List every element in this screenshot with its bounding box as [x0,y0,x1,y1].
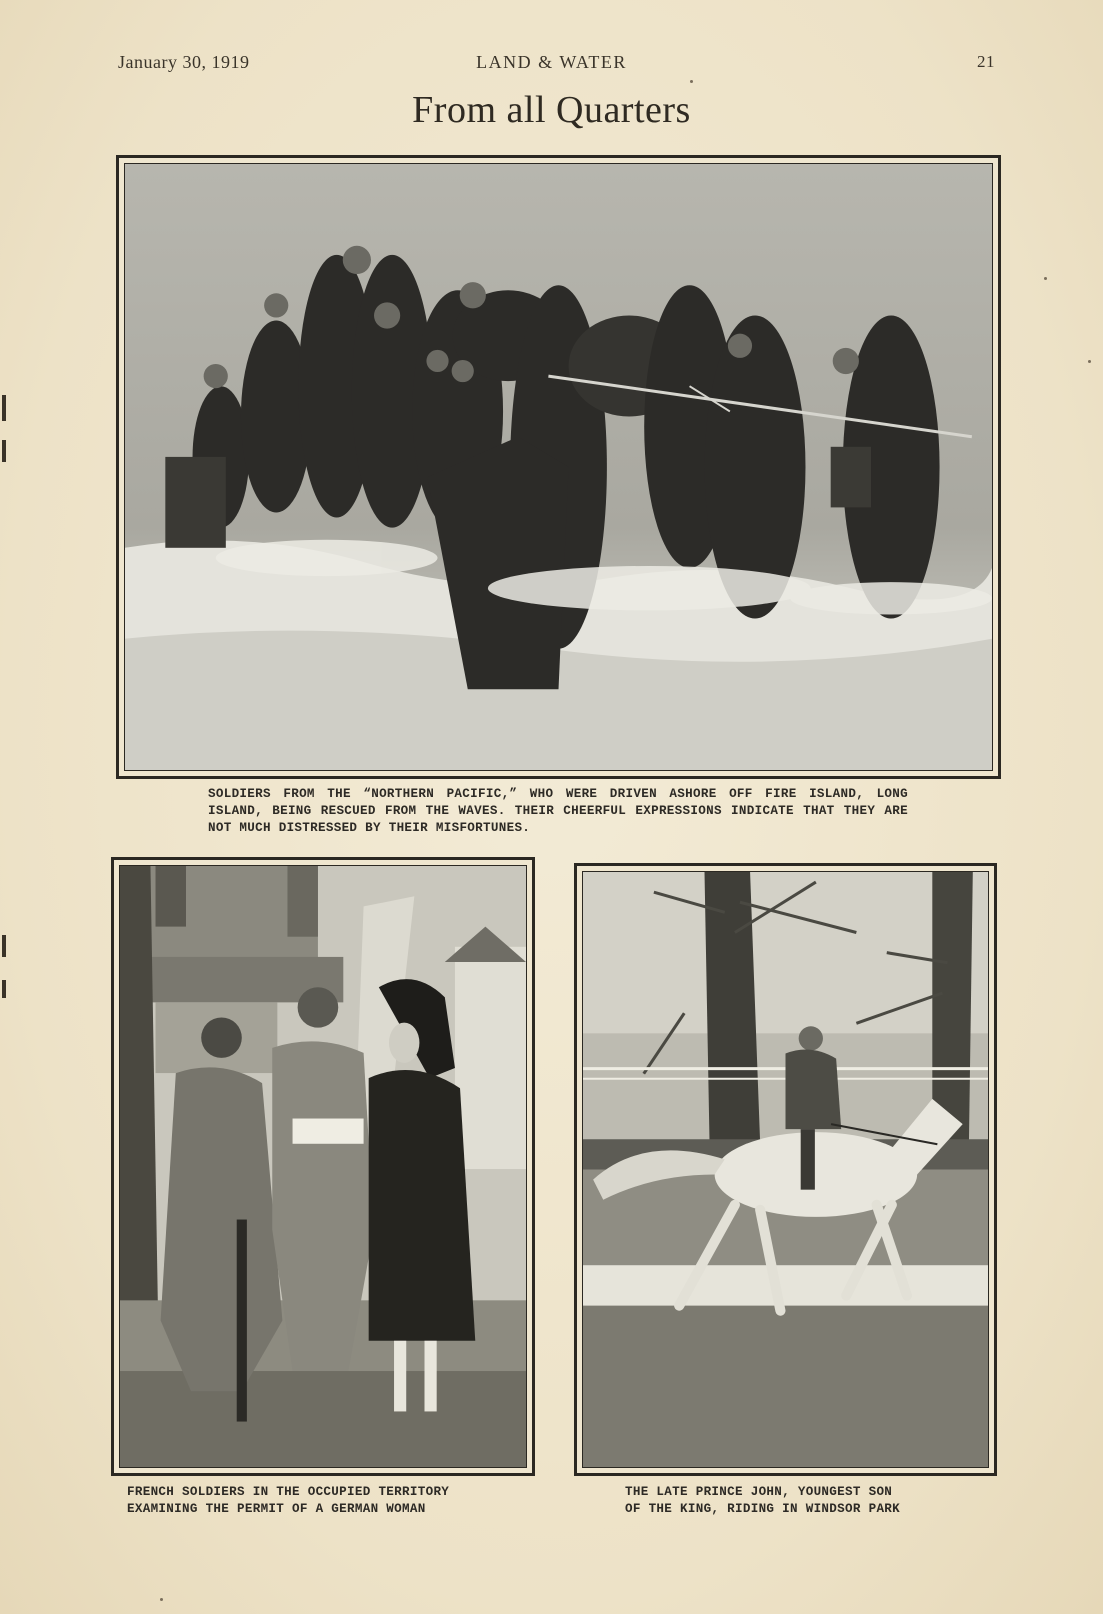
caption-shipwreck-rescue: SOLDIERS FROM THE “NORTHERN PACIFIC,” WHO WERE DRIVEN ASHORE OFF FIRE ISLAND, LONG ISLAND, BEING RESCUED FROM THE WAVES. THEIR CHEERFUL EXPRESSIONS INDICATE THAT THEY ARE NOT MUCH DISTRESSED BY THEIR MISFORTUNES. [208,787,908,835]
paper-speck [1088,360,1091,363]
binding-mark [2,440,6,462]
page-number: 21 [977,52,995,71]
photo-frame-prince-john [574,863,997,1476]
issue-date: January 30, 1919 [118,52,250,72]
caption-line: EXAMINING THE PERMIT OF A GERMAN WOMAN [127,1502,426,1516]
binding-mark [2,395,6,421]
photo-french-soldiers [119,865,527,1468]
page-title: From all Quarters [412,89,691,131]
caption-prince-john [625,1484,955,1518]
caption-line: THE LATE PRINCE JOHN, YOUNGEST SON [625,1485,893,1499]
binding-mark [2,980,6,998]
caption-line: FRENCH SOLDIERS IN THE OCCUPIED TERRITORY [127,1485,450,1499]
caption-line: OF THE KING, RIDING IN WINDSOR PARK [625,1502,901,1516]
caption-french-soldiers [127,1484,527,1518]
prince-john-photo-illustration [583,872,988,1467]
french-soldiers-photo-illustration [120,866,526,1467]
photo-frame-french-soldiers [111,857,535,1476]
paper-speck [160,1598,163,1601]
binding-mark [2,935,6,957]
photo-shipwreck-rescue [124,163,993,771]
rescue-photo-illustration [125,164,992,770]
paper-speck [1044,277,1047,280]
publication-name: LAND & WATER [476,52,627,72]
photo-prince-john [582,871,989,1468]
photo-frame-shipwreck-rescue [116,155,1001,779]
paper-speck [690,80,693,83]
